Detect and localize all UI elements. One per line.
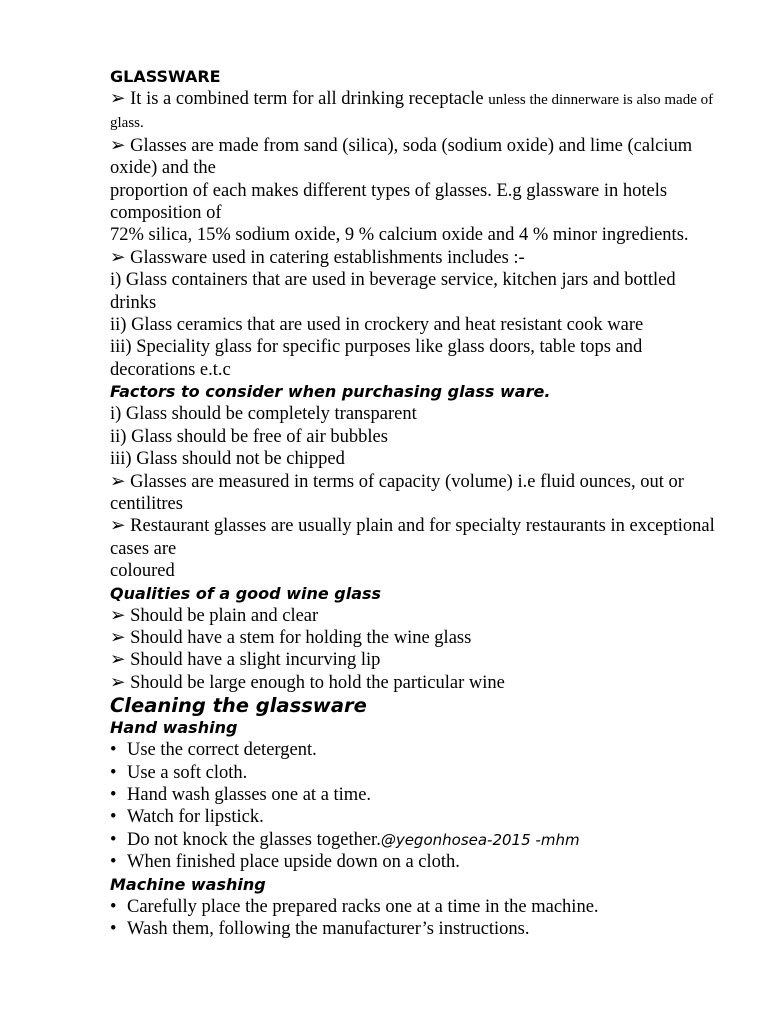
hand-washing-item: • Use a soft cloth. — [110, 762, 248, 783]
arrow-icon: ➢ — [110, 650, 126, 671]
bullet-icon: • — [110, 740, 117, 761]
bullet-icon: • — [110, 896, 117, 917]
glass-type-item: iii) Speciality glass for specific purposes like glass doors, table tops and decorations e.t.c — [110, 337, 643, 380]
hand-washing-item: • Do not knock the glasses together.@yegonhosea-2015 -mhm — [110, 829, 580, 850]
glass-type-item: ii) Glass ceramics that are used in crockery and heat resistant cook ware — [110, 315, 644, 336]
intro-point-2-cont: proportion of each makes different types of glasses. E.g glassware in hotels composition of — [110, 180, 668, 224]
purchasing-heading: Factors to consider when purchasing glass ware. — [110, 382, 551, 402]
purchasing-item: i) Glass should be completely transparent — [110, 404, 417, 425]
bullet-icon: • — [110, 852, 117, 873]
hand-washing-item: • Hand wash glasses one at a time. — [110, 784, 372, 805]
intro-point-2: ➢ Glasses are made from sand (silica), soda (sodium oxide) and lime (calcium oxide) and the — [110, 135, 693, 179]
machine-washing-item: • Carefully place the prepared racks one at a time in the machine. — [110, 896, 599, 917]
intro-point-3: ➢ Glassware used in catering establishments includes :- — [110, 247, 525, 268]
page-title: GLASSWARE — [110, 67, 221, 86]
bullet-icon: • — [110, 784, 117, 805]
hand-washing-item: • Watch for lipstick. — [110, 807, 264, 828]
bullet-icon: • — [110, 807, 117, 828]
wine-glass-item: ➢ Should have a stem for holding the wine glass — [110, 627, 472, 648]
purchasing-note: ➢ Restaurant glasses are usually plain and for specialty restaurants in exceptional cases are — [110, 516, 715, 559]
purchasing-note: ➢ Glasses are measured in terms of capacity (volume) i.e fluid ounces, out or centilitres — [110, 471, 684, 514]
purchasing-item: iii) Glass should not be chipped — [110, 449, 345, 470]
arrow-icon: ➢ — [110, 627, 126, 648]
purchasing-item: ii) Glass should be free of air bubbles — [110, 426, 388, 447]
arrow-icon: ➢ — [110, 605, 126, 626]
hand-washing-item: • When finished place upside down on a cloth. — [110, 852, 460, 873]
document-page — [110, 66, 720, 940]
arrow-icon: ➢ — [110, 672, 126, 693]
bullet-icon: • — [110, 919, 117, 939]
arrow-icon: ➢ — [110, 135, 126, 156]
arrow-icon: ➢ — [110, 247, 126, 268]
machine-washing-item: • Wash them, following the manufacturer’s instructions. — [110, 919, 530, 939]
hand-washing-item: • Use the correct detergent. — [110, 740, 317, 761]
arrow-icon: ➢ — [110, 516, 126, 537]
hand-washing-heading: Hand washing — [110, 718, 238, 738]
machine-washing-heading: Machine washing — [110, 874, 266, 894]
intro-point-1: ➢ It is a combined term for all drinking receptacle unless the dinnerware is also made of glass. — [110, 89, 714, 132]
watermark-text: @yegonhosea-2015 -mhm — [380, 830, 580, 849]
wine-glass-item: ➢ Should have a slight incurving lip — [110, 650, 381, 671]
arrow-icon: ➢ — [110, 471, 126, 492]
purchasing-note-cont: coloured — [110, 561, 175, 582]
wine-glass-heading: Qualities of a good wine glass — [110, 583, 382, 603]
wine-glass-item: ➢ Should be large enough to hold the particular wine — [110, 672, 505, 693]
bullet-icon: • — [110, 829, 117, 850]
bullet-icon: • — [110, 762, 117, 783]
intro-point-2-cont: 72% silica, 15% sodium oxide, 9 % calcium oxide and 4 % minor ingredients. — [110, 225, 689, 246]
glass-type-item: i) Glass containers that are used in beverage service, kitchen jars and bottled drinks — [110, 270, 676, 313]
arrow-icon: ➢ — [110, 89, 126, 109]
wine-glass-item: ➢ Should be plain and clear — [110, 605, 319, 626]
cleaning-heading: Cleaning the glassware — [110, 694, 367, 718]
